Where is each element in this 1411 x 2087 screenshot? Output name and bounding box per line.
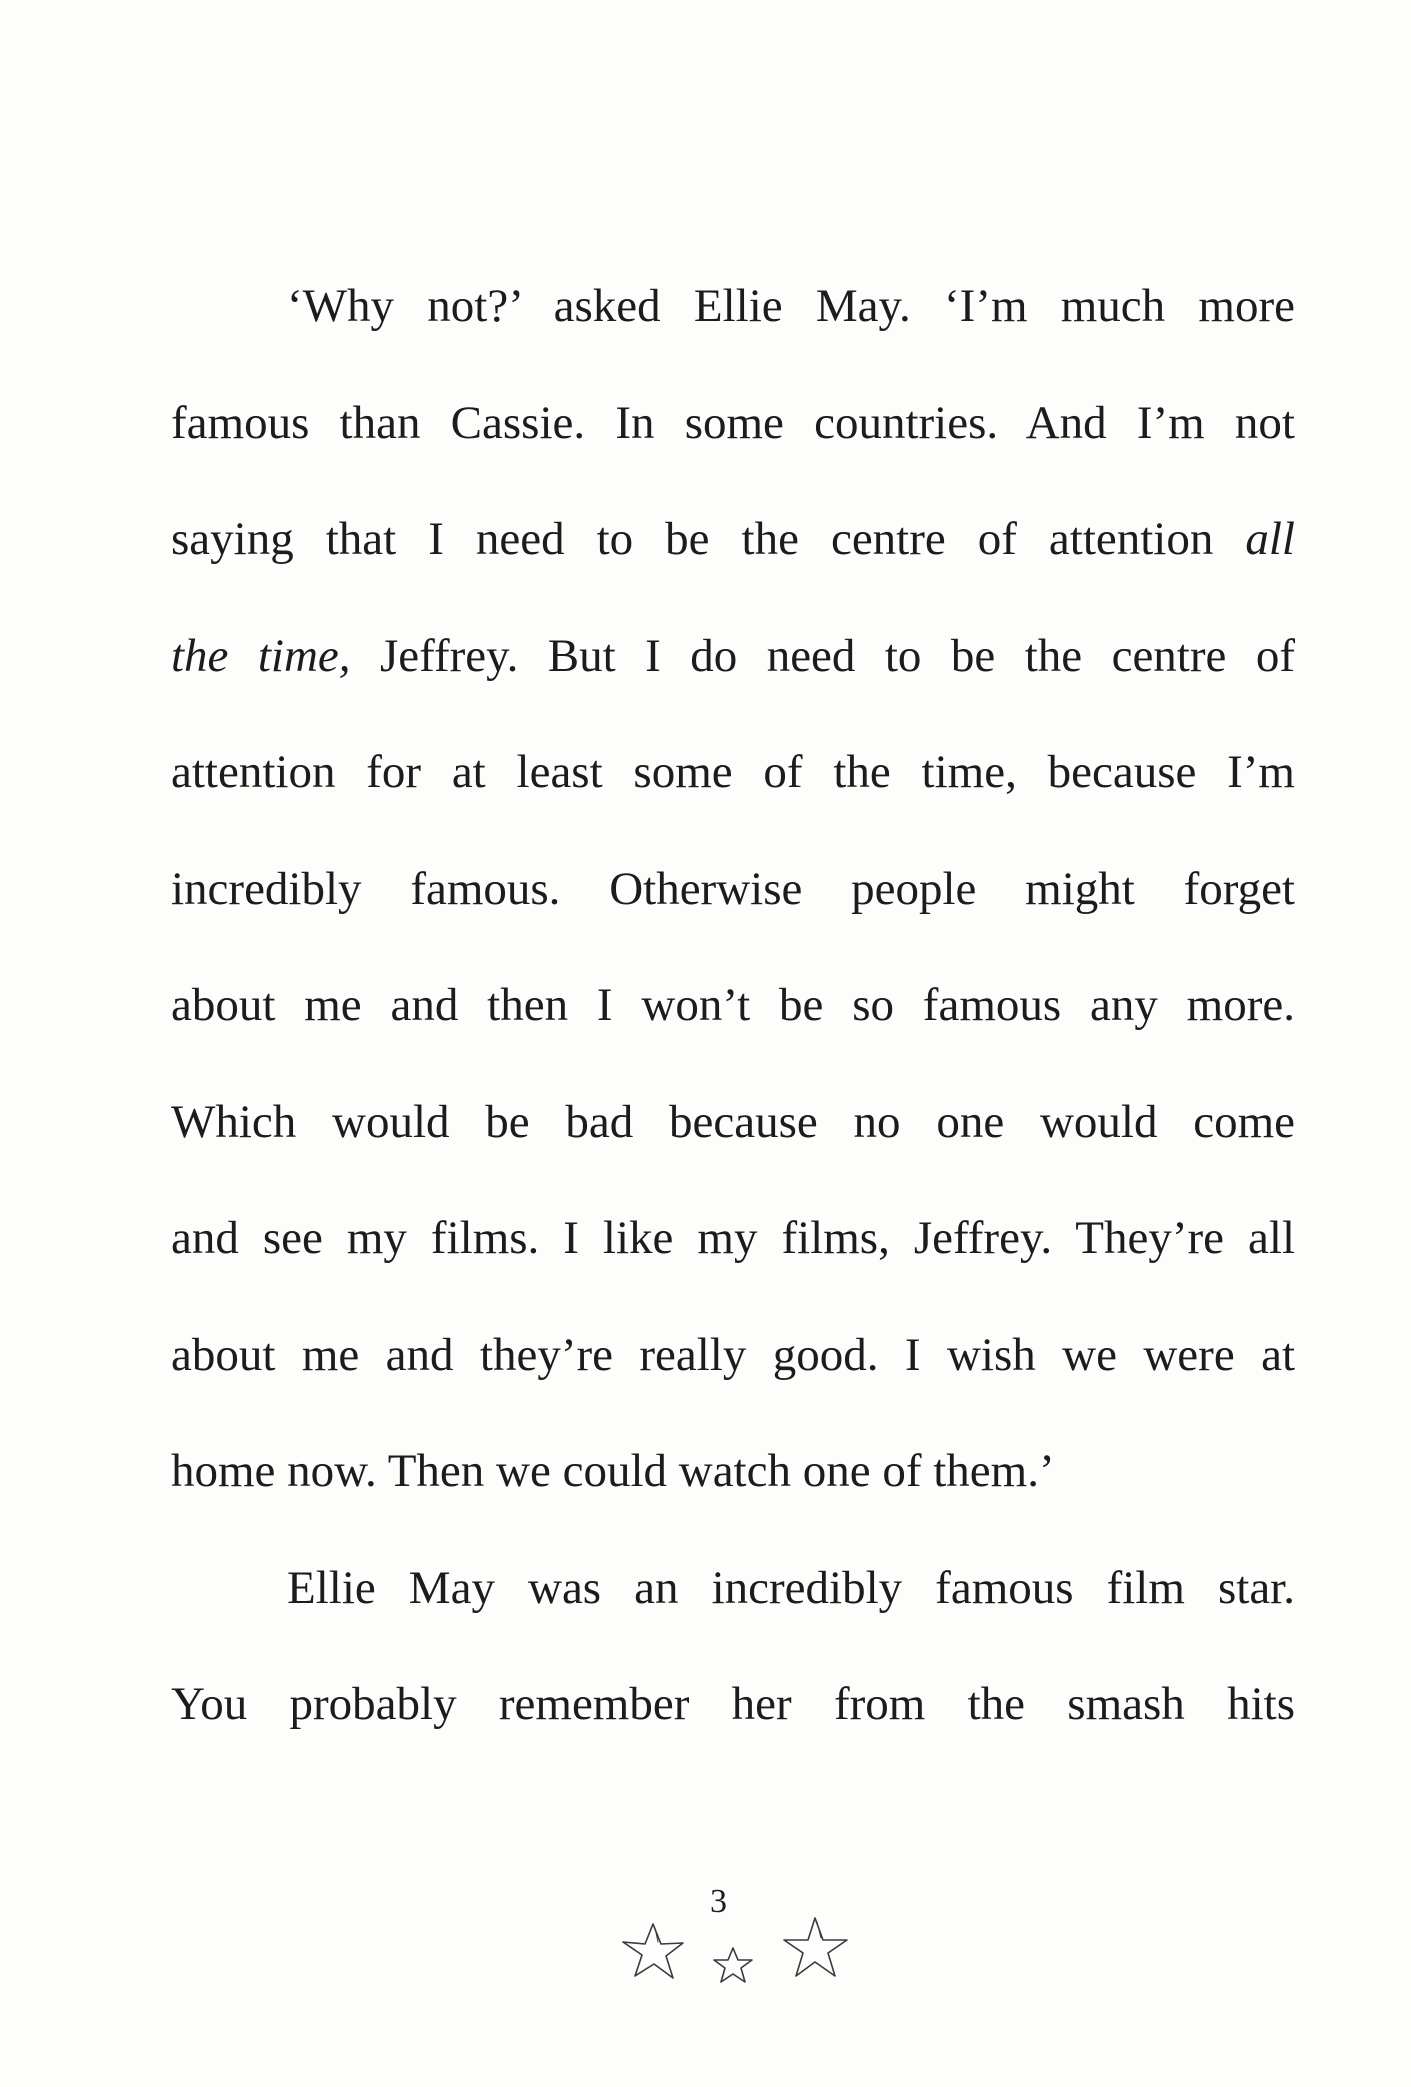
text-line: and see my films. I like my films, Jeffrey. They’re all	[171, 1212, 1295, 1264]
text-line: incredibly famous. Otherwise people might forget	[171, 862, 1295, 915]
text-line: Ellie May was an incredibly famous film star.	[287, 1561, 1295, 1614]
body-text	[171, 248, 1295, 1763]
text-line: famous than Cassie. In some countries. And I’m not	[171, 396, 1295, 449]
page-number: 3	[710, 1883, 727, 1920]
text-line: attention for at least some of the time, because I’m	[171, 746, 1295, 798]
text-line	[171, 598, 1295, 715]
text-line: You probably remember her from the smash hits	[171, 1678, 1295, 1730]
text-line	[171, 481, 1295, 598]
text-line: about me and then I won’t be so famous any more.	[171, 979, 1295, 1031]
text-line: ‘Why not?’ asked Ellie May. ‘I’m much more	[287, 280, 1295, 332]
text-span: saying that I need to be the centre of attention	[171, 513, 1246, 565]
paragraph-2	[171, 1530, 1295, 1763]
italic-emphasis: the time,	[171, 629, 351, 682]
star-icon	[623, 1924, 683, 1978]
italic-emphasis: all	[1245, 513, 1295, 565]
text-span: Jeffrey. But I do need to be the centre of	[350, 629, 1295, 682]
star-icon	[784, 1918, 847, 1976]
text-line: Which would be bad because no one would come	[171, 1095, 1295, 1148]
star-icon	[714, 1948, 752, 1982]
text-line: home now. Then we could watch one of them.’	[171, 1445, 1055, 1497]
paragraph-1	[171, 248, 1295, 1530]
text-line: about me and they’re really good. I wish we were at	[171, 1328, 1295, 1381]
three-stars-ornament-icon	[615, 1908, 855, 1988]
